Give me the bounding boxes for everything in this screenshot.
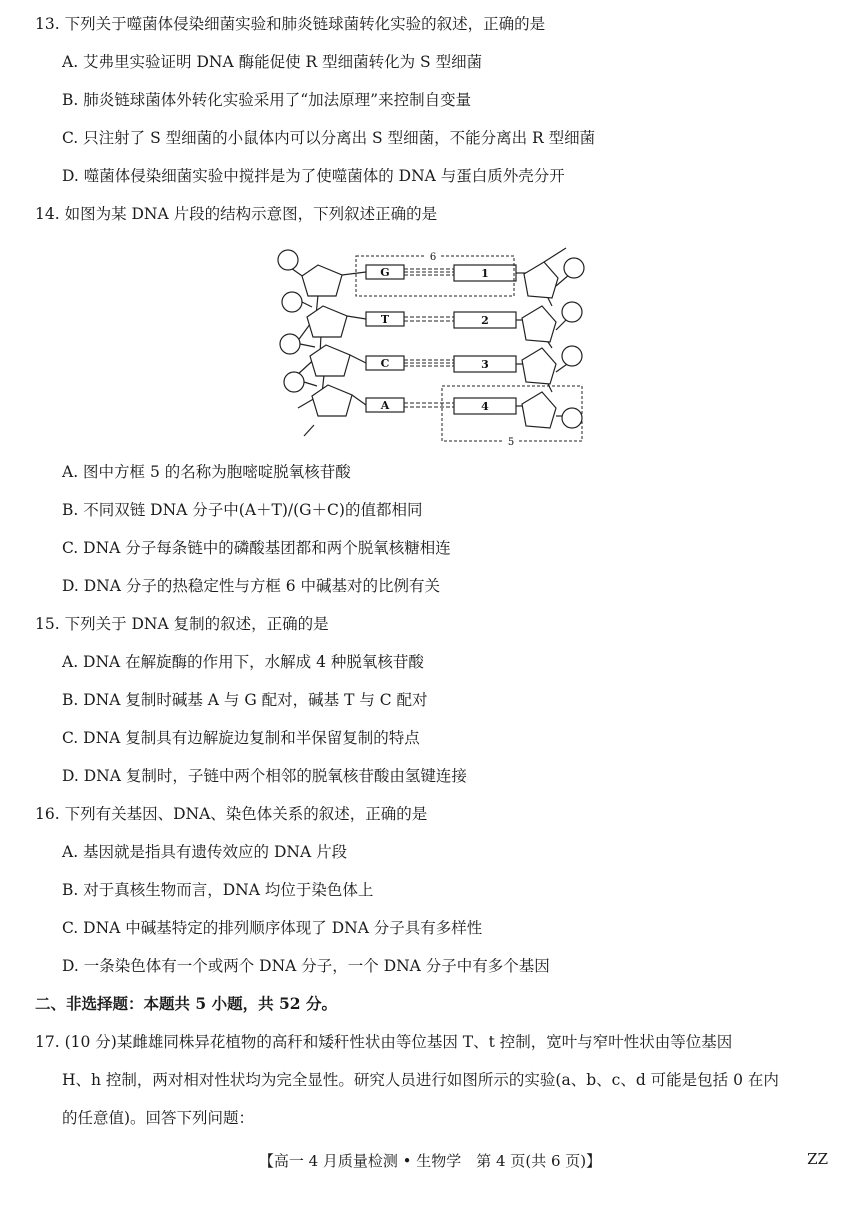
base-number-2: 2 [481, 314, 489, 327]
q15-option-b: B. DNA 复制时碱基 A 与 G 配对，碱基 T 与 C 配对 [62, 691, 428, 709]
q15-option-c: C. DNA 复制具有边解旋边复制和半保留复制的特点 [62, 729, 420, 747]
q16-option-b: B. 对于真核生物而言，DNA 均位于染色体上 [62, 881, 374, 899]
box-label-6: 6 [429, 252, 437, 263]
base-number-3: 3 [481, 358, 489, 371]
q15-option-a: A. DNA 在解旋酶的作用下，水解成 4 种脱氧核苷酸 [62, 653, 424, 671]
q16-stem: 16. 下列有关基因、DNA、染色体关系的叙述，正确的是 [35, 805, 428, 823]
base-label-a: A [380, 399, 390, 412]
q13-option-d: D. 噬菌体侵染细菌实验中搅拌是为了使噬菌体的 DNA 与蛋白质外壳分开 [62, 167, 565, 185]
q14-option-d: D. DNA 分子的热稳定性与方框 6 中碱基对的比例有关 [62, 577, 441, 595]
q17-line-3: 的任意值)。回答下列问题： [62, 1109, 255, 1127]
q14-option-b: B. 不同双链 DNA 分子中(A＋T)/(G＋C)的值都相同 [62, 501, 423, 519]
q13-option-a: A. 艾弗里实验证明 DNA 酶能促使 R 型细菌转化为 S 型细菌 [62, 53, 483, 71]
base-label-c: C [380, 357, 390, 370]
q15-stem: 15. 下列关于 DNA 复制的叙述，正确的是 [35, 615, 329, 633]
q13-option-c: C. 只注射了 S 型细菌的小鼠体内可以分离出 S 型细菌，不能分离出 R 型细菌 [62, 129, 596, 147]
box-label-5: 5 [507, 437, 515, 446]
base-number-1: 1 [481, 267, 489, 280]
q15-option-d: D. DNA 复制时，子链中两个相邻的脱氧核苷酸由氢键连接 [62, 767, 467, 785]
q16-option-d: D. 一条染色体有一个或两个 DNA 分子，一个 DNA 分子中有多个基因 [62, 957, 550, 975]
base-label-t: T [380, 313, 390, 326]
base-label-g: G [380, 266, 390, 279]
q16-option-a: A. 基因就是指具有遗传效应的 DNA 片段 [62, 843, 348, 861]
q13-option-b: B. 肺炎链球菌体外转化实验采用了“加法原理”来控制自变量 [62, 91, 472, 109]
q14-option-c: C. DNA 分子每条链中的磷酸基团都和两个脱氧核糖相连 [62, 539, 451, 557]
page-footer: 【高一 4 月质量检测 • 生物学 第 4 页(共 6 页)】 [258, 1152, 602, 1170]
q14-option-a: A. 图中方框 5 的名称为胞嘧啶脱氧核苷酸 [62, 463, 351, 481]
section-heading: 二、非选择题：本题共 5 小题，共 52 分。 [35, 994, 337, 1013]
dna-structure-diagram [276, 240, 586, 446]
footer-code: ZZ [807, 1150, 828, 1168]
q13-stem: 13. 下列关于噬菌体侵染细菌实验和肺炎链球菌转化实验的叙述，正确的是 [35, 15, 546, 33]
base-number-4: 4 [481, 400, 489, 413]
q17-line-2: H、h 控制，两对相对性状均为完全显性。研究人员进行如图所示的实验(a、b、c、d 可能是包括 0 在内 [62, 1071, 779, 1089]
q17-line-1: 17. (10 分)某雌雄同株异花植物的高秆和矮秆性状由等位基因 T、t 控制，宽叶与窄叶性状由等位基因 [35, 1033, 733, 1051]
q14-stem: 14. 如图为某 DNA 片段的结构示意图，下列叙述正确的是 [35, 205, 438, 223]
q16-option-c: C. DNA 中碱基特定的排列顺序体现了 DNA 分子具有多样性 [62, 919, 483, 937]
